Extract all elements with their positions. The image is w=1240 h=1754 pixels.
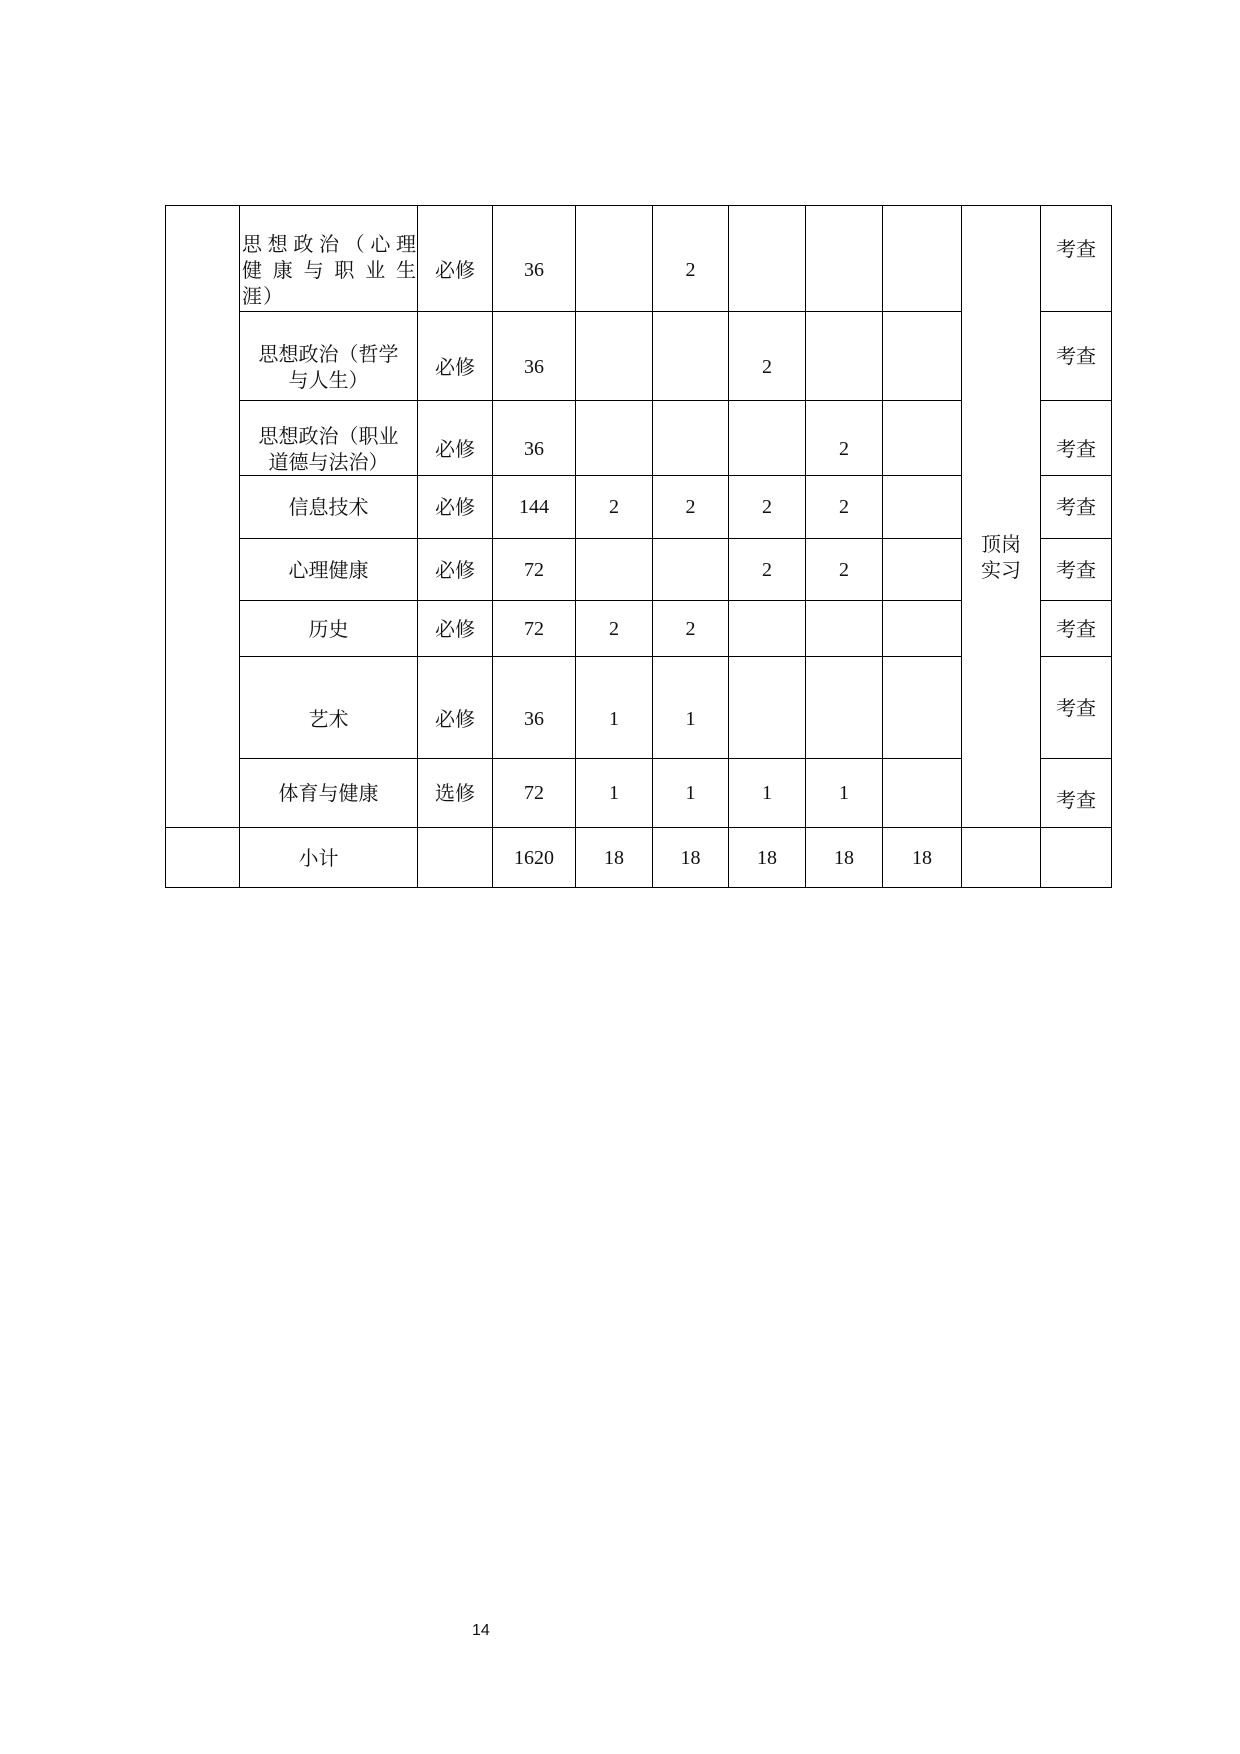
subtotal-term-3: 18 — [729, 828, 806, 888]
assessment-cell: 考查 — [1041, 476, 1112, 539]
term-1-cell — [576, 206, 653, 312]
term-5-cell — [883, 657, 962, 759]
internship-cell: 顶岗 实习 — [962, 206, 1041, 828]
course-name-cell: 思想政治（心理 健康与职业生 涯） — [240, 206, 418, 312]
course-type-cell: 必修 — [418, 476, 493, 539]
subtotal-type-cell — [418, 828, 493, 888]
assessment-cell: 考查 — [1041, 206, 1112, 312]
term-2-cell: 1 — [653, 657, 729, 759]
term-3-cell: 1 — [729, 759, 806, 828]
subtotal-term-2: 18 — [653, 828, 729, 888]
term-5-cell — [883, 539, 962, 601]
course-name-cell: 艺术 — [240, 657, 418, 759]
subtotal-assessment — [1041, 828, 1112, 888]
subtotal-term-4: 18 — [806, 828, 883, 888]
course-type-cell: 必修 — [418, 539, 493, 601]
subtotal-category-cell — [166, 828, 240, 888]
assessment-cell: 考查 — [1041, 401, 1112, 476]
term-1-cell — [576, 539, 653, 601]
course-type-cell: 必修 — [418, 206, 493, 312]
course-name-cell: 心理健康 — [240, 539, 418, 601]
course-name-cell: 历史 — [240, 601, 418, 657]
term-3-cell — [729, 206, 806, 312]
term-3-cell: 2 — [729, 539, 806, 601]
term-1-cell: 2 — [576, 601, 653, 657]
term-4-cell: 1 — [806, 759, 883, 828]
hours-cell: 36 — [493, 657, 576, 759]
subtotal-row — [166, 828, 1112, 888]
term-4-cell — [806, 657, 883, 759]
term-4-cell: 2 — [806, 539, 883, 601]
term-2-cell: 2 — [653, 206, 729, 312]
term-4-cell: 2 — [806, 401, 883, 476]
term-5-cell — [883, 206, 962, 312]
term-2-cell — [653, 401, 729, 476]
subtotal-label: 小计 — [240, 828, 418, 888]
term-5-cell — [883, 759, 962, 828]
course-name-cell: 信息技术 — [240, 476, 418, 539]
course-name-cell: 思想政治（职业 道德与法治） — [240, 401, 418, 476]
term-3-cell: 2 — [729, 312, 806, 401]
course-type-cell: 必修 — [418, 657, 493, 759]
term-5-cell — [883, 601, 962, 657]
course-name-cell: 体育与健康 — [240, 759, 418, 828]
term-4-cell — [806, 601, 883, 657]
term-1-cell — [576, 401, 653, 476]
term-2-cell: 2 — [653, 476, 729, 539]
assessment-cell: 考查 — [1041, 312, 1112, 401]
term-4-cell — [806, 312, 883, 401]
hours-cell: 36 — [493, 312, 576, 401]
course-type-cell: 必修 — [418, 401, 493, 476]
term-3-cell: 2 — [729, 476, 806, 539]
subtotal-hours: 1620 — [493, 828, 576, 888]
term-5-cell — [883, 476, 962, 539]
term-1-cell — [576, 312, 653, 401]
hours-cell: 72 — [493, 759, 576, 828]
assessment-cell: 考查 — [1041, 539, 1112, 601]
course-type-cell: 必修 — [418, 312, 493, 401]
course-type-cell: 必修 — [418, 601, 493, 657]
table-row — [166, 206, 1112, 312]
term-1-cell: 1 — [576, 657, 653, 759]
term-5-cell — [883, 312, 962, 401]
assessment-cell: 考查 — [1041, 657, 1112, 759]
term-2-cell — [653, 312, 729, 401]
term-3-cell — [729, 401, 806, 476]
course-type-cell: 选修 — [418, 759, 493, 828]
term-3-cell — [729, 601, 806, 657]
term-4-cell — [806, 206, 883, 312]
term-1-cell: 1 — [576, 759, 653, 828]
term-3-cell — [729, 657, 806, 759]
term-1-cell: 2 — [576, 476, 653, 539]
subtotal-term-5: 18 — [883, 828, 962, 888]
hours-cell: 36 — [493, 401, 576, 476]
course-name-cell: 思想政治（哲学 与人生） — [240, 312, 418, 401]
term-2-cell: 1 — [653, 759, 729, 828]
category-cell — [166, 206, 240, 828]
subtotal-term-1: 18 — [576, 828, 653, 888]
hours-cell: 36 — [493, 206, 576, 312]
hours-cell: 72 — [493, 539, 576, 601]
curriculum-table — [165, 205, 1112, 888]
assessment-cell: 考查 — [1041, 601, 1112, 657]
term-2-cell — [653, 539, 729, 601]
term-4-cell: 2 — [806, 476, 883, 539]
hours-cell: 144 — [493, 476, 576, 539]
term-5-cell — [883, 401, 962, 476]
subtotal-internship — [962, 828, 1041, 888]
page-number: 14 — [472, 1622, 490, 1639]
assessment-cell: 考查 — [1041, 759, 1112, 828]
term-2-cell: 2 — [653, 601, 729, 657]
hours-cell: 72 — [493, 601, 576, 657]
